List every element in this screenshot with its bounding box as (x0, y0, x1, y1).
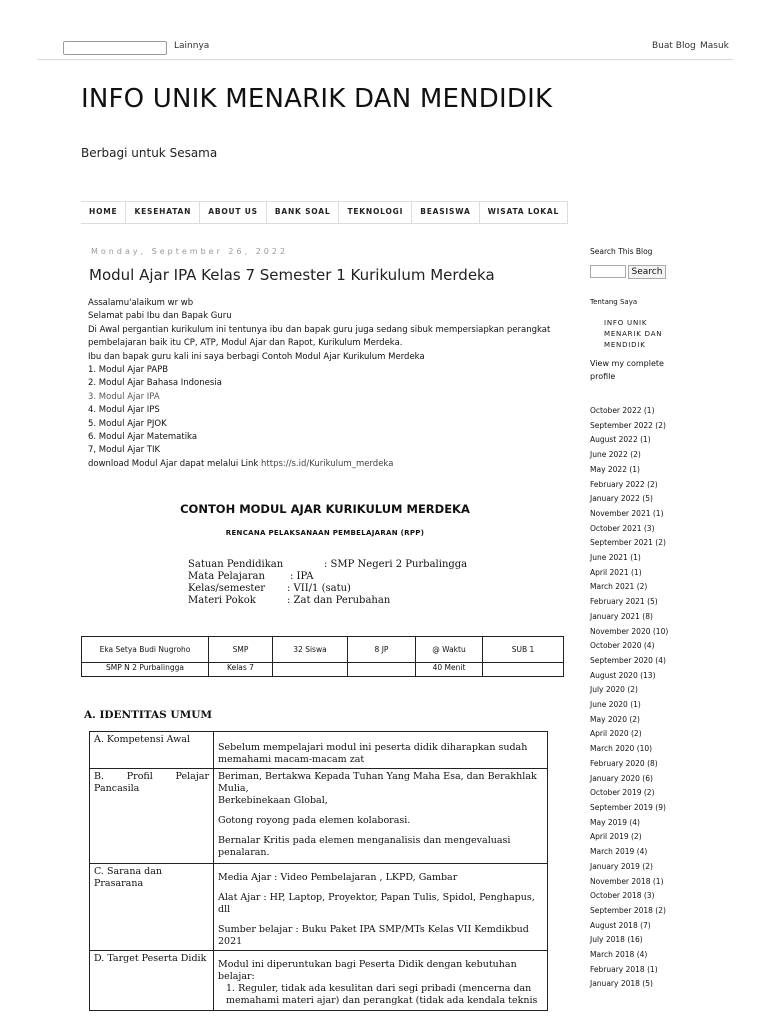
blogger-navbar (0, 0, 768, 60)
post-line: Di Awal pergantian kurikulum ini tentunya ibu dan bapak guru juga sedang sibuk mempersiapkan perangkat (88, 324, 551, 335)
archive-item[interactable]: November 2018 (1) (590, 876, 664, 886)
archive-item[interactable]: August 2020 (13) (590, 670, 656, 680)
k-row-text: Gotong royong pada elemen kolaborasi. (218, 815, 411, 826)
archive-item[interactable]: August 2018 (7) (590, 920, 651, 930)
archive-item[interactable]: October 2018 (3) (590, 891, 655, 901)
archive-item[interactable]: May 2019 (4) (590, 817, 640, 827)
k-row-text: Sumber belajar : Buku Paket IPA SMP/MTs Kelas VII Kemdikbud 2021 (218, 924, 529, 947)
archive-item[interactable]: September 2020 (4) (590, 655, 666, 665)
menu-item-about-us[interactable]: ABOUT US (200, 202, 267, 223)
k-row-content (214, 732, 548, 769)
meta-cell: 40 Menit (416, 663, 483, 677)
login-link[interactable]: Masuk (700, 41, 729, 51)
identity-label: Materi Pokok (188, 595, 256, 606)
section-identitas-umum: A. IDENTITAS UMUM (84, 709, 212, 721)
post-line: 5. Modul Ajar PJOK (88, 418, 167, 429)
archive-item[interactable]: October 2022 (1) (590, 406, 655, 415)
k-row-text: Sebelum mempelajari modul ini peserta didik diharapkan sudah memahami macam-macam zat (218, 742, 528, 765)
post-line: 7, Modul Ajar TIK (88, 445, 161, 456)
main-menu (81, 201, 568, 224)
doc-heading: CONTOH MODUL AJAR KURIKULUM MERDEKA (180, 502, 470, 516)
search-button[interactable]: Search (628, 265, 666, 279)
archive-item[interactable]: January 2020 (6) (590, 773, 653, 783)
archive-item[interactable]: January 2021 (8) (590, 611, 653, 621)
archive-item[interactable]: March 2019 (4) (590, 847, 648, 857)
archive-item[interactable]: September 2021 (2) (590, 538, 666, 548)
archive-item[interactable]: February 2022 (2) (590, 479, 658, 489)
archive-item[interactable]: April 2019 (2) (590, 832, 642, 842)
k-row-content (214, 769, 548, 864)
archive-item[interactable]: October 2019 (2) (590, 788, 655, 798)
k-row-label: A. Kompetensi Awal (90, 732, 214, 769)
k-row-text: Modul ini diperuntukan bagi Peserta Didik dengan kebutuhan belajar: (218, 959, 517, 982)
archive-item[interactable]: September 2019 (9) (590, 802, 666, 812)
post-title[interactable]: Modul Ajar IPA Kelas 7 Semester 1 Kurikulum Merdeka (89, 266, 495, 284)
meta-cell: SMP N 2 Purbalingga (82, 663, 209, 677)
archive-item[interactable]: February 2021 (5) (590, 597, 658, 607)
archive-item[interactable]: February 2020 (8) (590, 758, 658, 768)
profile-name[interactable]: INFO UNIK MENARIK DAN MENDIDIK (604, 319, 663, 349)
more-link[interactable]: Lainnya (174, 41, 210, 51)
k-row-text: 1. Reguler, tidak ada kesulitan dari segi pribadi (mencerna dan memahami materi ajar) dan perangkat (tidak ada kendala teknis (226, 983, 538, 1006)
doc-subheading: RENCANA PELAKSANAAN PEMBELAJARAN (RPP) (225, 529, 425, 537)
archive-item[interactable]: September 2022 (2) (590, 420, 666, 430)
meta-cell: 32 Siswa (273, 637, 348, 663)
archive-item[interactable]: March 2020 (10) (590, 744, 653, 754)
meta-cell: @ Waktu (416, 637, 483, 663)
identity-block (188, 559, 467, 607)
archive-item[interactable]: July 2020 (2) (590, 685, 638, 695)
archive-item[interactable]: November 2020 (10) (590, 626, 669, 636)
k-row-label: C. Sarana dan Prasarana (90, 864, 214, 951)
post-line: 2. Modul Ajar Bahasa Indonesia (88, 378, 222, 389)
archive-item[interactable]: June 2020 (1) (590, 700, 641, 710)
archive-item[interactable]: June 2021 (1) (590, 553, 641, 563)
blog-description: Berbagi untuk Sesama (81, 146, 218, 160)
menu-item-wisata-lokal[interactable]: WISATA LOKAL (480, 202, 569, 223)
create-blog-link[interactable]: Buat Blog (652, 41, 696, 51)
identity-value: : SMP Negeri 2 Purbalingga (324, 559, 468, 570)
menu-item-beasiswa[interactable]: BEASISWA (412, 202, 479, 223)
meta-cell: SUB 1 (483, 637, 564, 663)
archive-item[interactable]: October 2020 (4) (590, 641, 655, 651)
competency-table (89, 731, 548, 1011)
k-row-text: Berkebinekaan Global, (218, 795, 328, 806)
meta-cell (273, 663, 348, 677)
post-line: 3. Modul Ajar IPA (88, 391, 160, 402)
post-body (88, 297, 558, 471)
identity-value: : IPA (290, 571, 314, 582)
blog-title[interactable]: INFO UNIK MENARIK DAN MENDIDIK (81, 84, 553, 114)
archive-item[interactable]: September 2018 (2) (590, 905, 666, 915)
post-line: pembelajaran baik itu CP, ATP, Modul Ajar dan Rapot, Kurikulum Merdeka. (88, 338, 403, 349)
search-widget-title: Search This Blog (590, 247, 653, 256)
k-row-text: Media Ajar : Video Pembelajaran , LKPD, Gambar (218, 872, 458, 883)
post-line: 1. Modul Ajar PAPB (88, 365, 169, 376)
k-row-text: Alat Ajar : HP, Laptop, Proyektor, Papan Tulis, Spidol, Penghapus, dll (218, 892, 535, 915)
archive-item[interactable]: April 2020 (2) (590, 729, 642, 739)
blog-search-input[interactable] (590, 265, 626, 278)
meta-cell: Kelas 7 (209, 663, 273, 677)
menu-item-bank-soal[interactable]: BANK SOAL (267, 202, 340, 223)
identity-value: : Zat dan Perubahan (287, 595, 391, 606)
meta-cell: SMP (209, 637, 273, 663)
archive-item[interactable]: June 2022 (2) (590, 450, 641, 460)
archive-item[interactable]: March 2021 (2) (590, 582, 648, 592)
identity-label: Satuan Pendidikan (188, 559, 284, 570)
post-line: 4. Modul Ajar IPS (88, 405, 160, 416)
k-row-text: Beriman, Bertakwa Kepada Tuhan Yang Maha Esa, dan Berakhlak Mulia, (218, 771, 537, 794)
archive-item[interactable]: January 2018 (5) (590, 979, 653, 989)
meta-cell: Eka Setya Budi Nugroho (82, 637, 209, 663)
archive-item[interactable]: January 2022 (5) (590, 494, 653, 504)
post-date: Monday, September 26, 2022 (91, 247, 289, 256)
identity-value: : VII/1 (satu) (287, 583, 351, 594)
meta-cell: 8 JP (348, 637, 416, 663)
k-row-content (214, 864, 548, 951)
archive-item[interactable]: July 2018 (16) (590, 935, 643, 945)
meta-cell (483, 663, 564, 677)
archive-item[interactable]: October 2021 (3) (590, 523, 655, 533)
navbar-divider (37, 59, 733, 60)
download-text: download Modul Ajar dapat melalui Link (88, 458, 262, 469)
k-row-label: D. Target Peserta Didik (90, 951, 214, 1011)
about-widget-title: Tentang Saya (590, 298, 638, 306)
post-line: Assalamu'alaikum wr wb (88, 298, 194, 308)
k-row-content (214, 951, 548, 1011)
k-row-label-text: B. Profil Pelajar Pancasila (94, 771, 209, 794)
teacher-meta-table (81, 636, 564, 677)
archive-item[interactable]: November 2021 (1) (590, 508, 664, 518)
archive-item[interactable]: May 2022 (1) (590, 464, 640, 474)
archive-item[interactable]: February 2018 (1) (590, 964, 658, 974)
navbar-search-input[interactable] (63, 41, 167, 55)
post-line: 6. Modul Ajar Matematika (88, 432, 198, 443)
archive-item[interactable]: May 2020 (2) (590, 714, 640, 724)
menu-item-home[interactable]: HOME (81, 202, 126, 223)
archive-item[interactable]: April 2021 (1) (590, 567, 642, 577)
identity-label: Kelas/semester (188, 583, 266, 594)
blog-archive (590, 404, 668, 992)
download-line (88, 458, 558, 471)
download-link[interactable]: https://s.id/Kurikulum_merdeka (261, 458, 394, 469)
archive-item[interactable]: January 2019 (2) (590, 861, 653, 871)
view-profile-link[interactable]: View my complete profile (590, 359, 664, 381)
meta-cell (348, 663, 416, 677)
archive-item[interactable]: March 2018 (4) (590, 950, 648, 960)
k-row-label (90, 769, 214, 864)
menu-item-kesehatan[interactable]: KESEHATAN (126, 202, 200, 223)
post-line: Selamat pabi Ibu dan Bapak Guru (88, 311, 232, 322)
post-line: Ibu dan bapak guru kali ini saya berbagi Contoh Modul Ajar Kurikulum Merdeka (88, 351, 425, 362)
identity-label: Mata Pelajaran (188, 571, 265, 582)
k-row-text: Bernalar Kritis pada elemen menganalisis dan mengevaluasi penalaran. (218, 835, 511, 858)
archive-item[interactable]: August 2022 (1) (590, 435, 651, 445)
menu-item-teknologi[interactable]: TEKNOLOGI (339, 202, 412, 223)
